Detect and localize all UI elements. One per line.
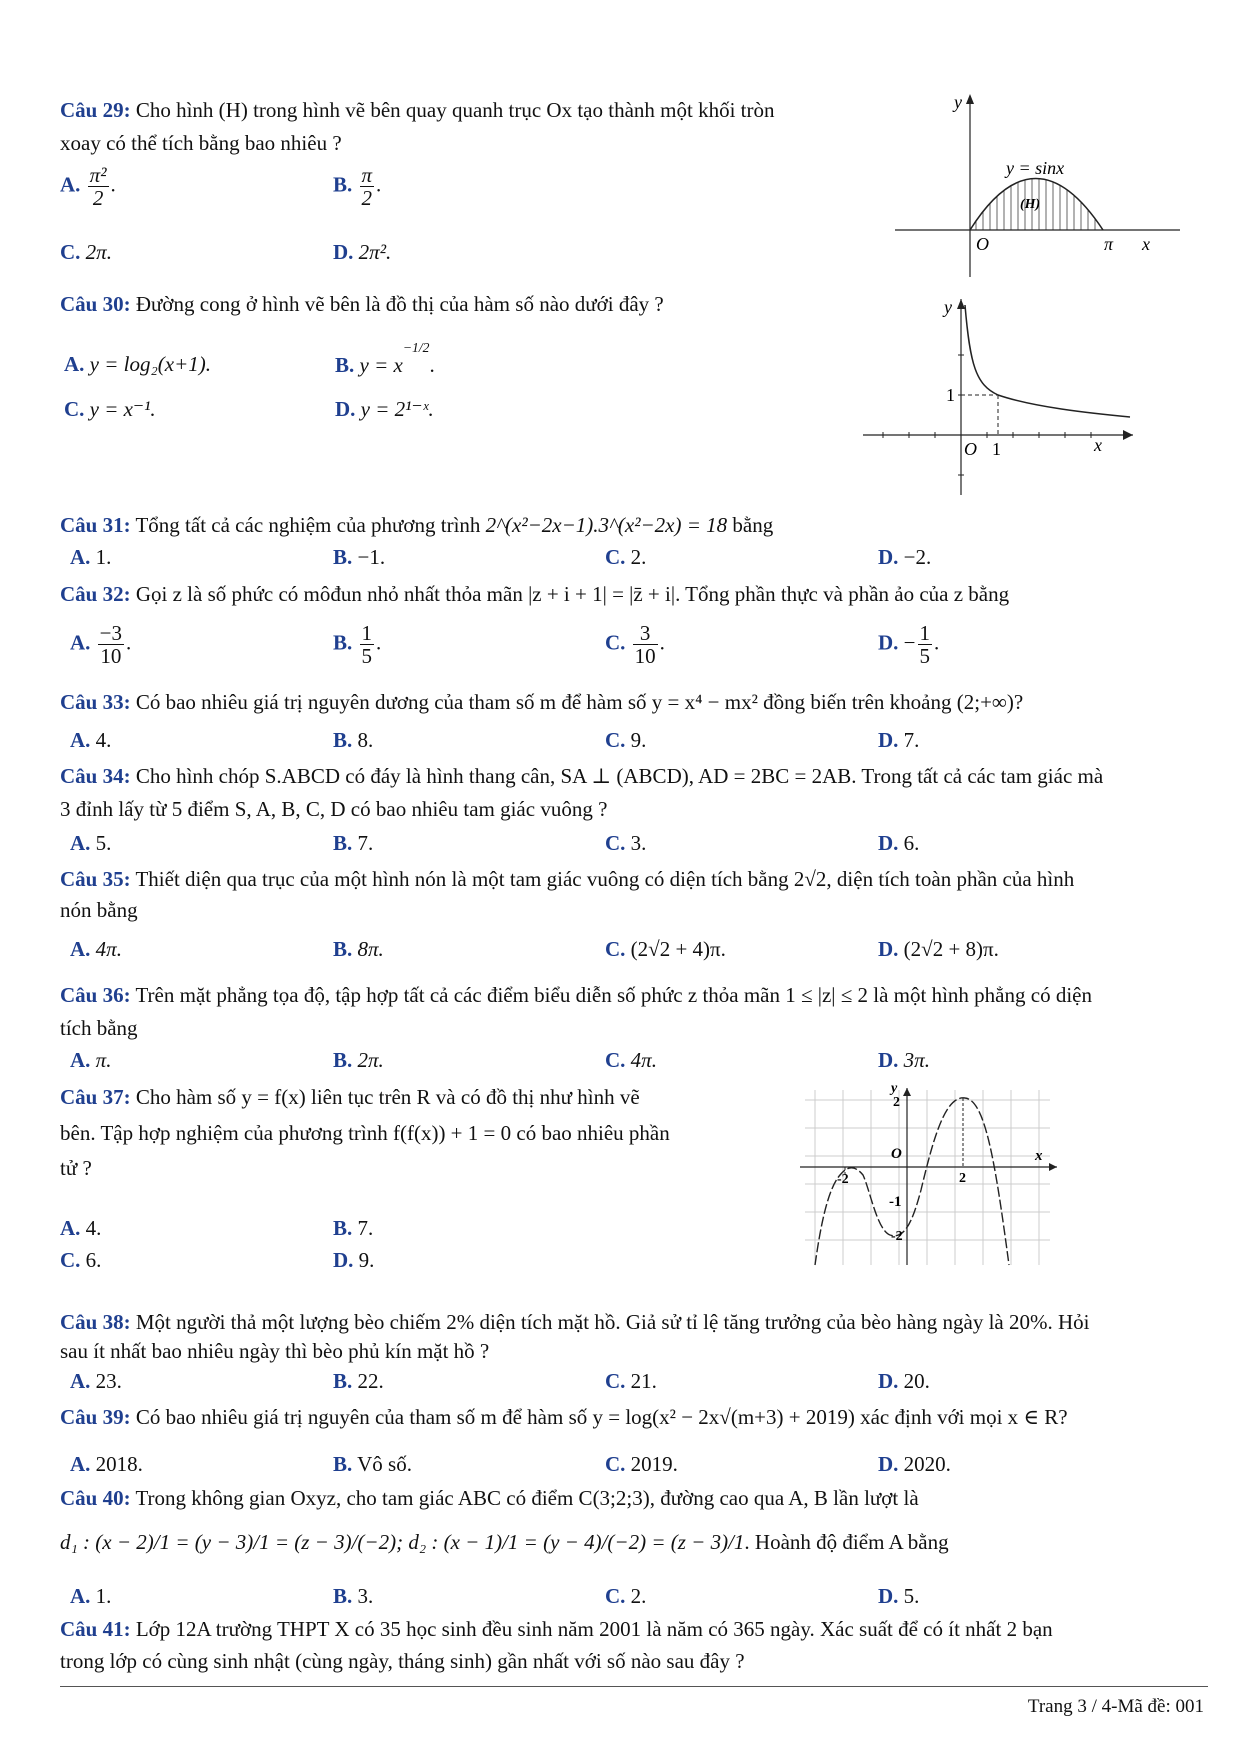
q29-label: Câu 29: bbox=[60, 98, 131, 122]
q37-stem-line2: bên. Tập hợp nghiệm của phương trình f(f(x)) + 1 = 0 có bao nhiêu phần bbox=[60, 1121, 670, 1145]
axis-label-x: x bbox=[1142, 234, 1150, 254]
q29-stem-line2: xoay có thể tích bằng bao nhiêu ? bbox=[60, 131, 342, 155]
pi-label: π bbox=[1104, 234, 1114, 254]
option-letter: D. bbox=[335, 397, 356, 421]
tick-label-neg2-y: -2 bbox=[891, 1229, 903, 1244]
q30-option-b[interactable]: B. $y = x^{-1/2}$. bbox=[335, 340, 435, 377]
q33-option-c[interactable]: C. 9. bbox=[605, 728, 647, 752]
page-footer: Trang 3 / 4-Mã đề: 001 bbox=[1027, 1696, 1204, 1717]
axis-label-y: y bbox=[891, 1081, 898, 1096]
q41-stem-line1: Câu 41: Lớp 12A trường THPT X có 35 học sinh đều sinh năm 2001 là năm có 365 ngày. Xác suất để có ít nhất 2 bạn bbox=[60, 1617, 1053, 1641]
q40-option-c[interactable]: C. 2. bbox=[605, 1584, 647, 1608]
q34-stem-line1: Câu 34: Cho hình chóp S.ABCD có đáy là hình thang cân, SA ⊥ (ABCD), AD = 2BC = 2AB. Trong tất cả các tam giác mà bbox=[60, 764, 1104, 788]
tick-label-1-x: 1 bbox=[992, 439, 1001, 459]
q38-stem-line2: sau ít nhất bao nhiêu ngày thì bèo phủ kín mặt hồ ? bbox=[60, 1339, 490, 1363]
option-letter: B. bbox=[335, 353, 355, 377]
q32-option-c[interactable]: C. $\frac{3}{10}$ . bbox=[605, 621, 665, 669]
q35-option-d[interactable]: D. (2√2 + 8)π. bbox=[878, 937, 999, 961]
q30-hyperbola-figure bbox=[858, 295, 1138, 500]
tick-label-2-x: 2 bbox=[959, 1171, 966, 1186]
q40-stem-line2: d₁ : (x − 2)/1 = (y − 3)/1 = (z − 3)/(−2); d₂ : (x − 1)/1 = (y − 4)/(−2) = (z − 3)/1. Hoành độ điểm A bằng bbox=[60, 1530, 949, 1554]
curve-label: y = sinx bbox=[1006, 158, 1065, 178]
fraction: $\frac{3}{10}$ bbox=[634, 621, 656, 669]
q32-label: Câu 32: bbox=[60, 582, 131, 606]
q39-option-a[interactable]: A. 2018. bbox=[70, 1452, 143, 1476]
option-letter: D. bbox=[333, 240, 354, 264]
fraction: $\frac{\text{π²}}{2}$ bbox=[89, 163, 107, 211]
q36-stem-line2: tích bằng bbox=[60, 1016, 138, 1040]
q31-option-d[interactable]: D. −2. bbox=[878, 545, 932, 569]
q35-stem-line1: Câu 35: Thiết diện qua trục của một hình nón là một tam giác vuông có diện tích bằng 2√2, diện tích toàn phần của hình bbox=[60, 867, 1075, 891]
q41-label: Câu 41: bbox=[60, 1617, 131, 1641]
origin-label: O bbox=[976, 234, 989, 254]
q37-option-b[interactable]: B. 7. bbox=[333, 1216, 374, 1240]
axis-label-y: y bbox=[954, 92, 962, 112]
tick-label-1-y: 1 bbox=[946, 385, 955, 405]
region-label: (H) bbox=[1020, 197, 1041, 212]
q38-label: Câu 38: bbox=[60, 1310, 131, 1334]
q39-option-b[interactable]: B. Vô số. bbox=[333, 1452, 412, 1476]
line-equations: d₁ : (x − 2)/1 = (y − 3)/1 = (z − 3)/(−2); d₂ : (x − 1)/1 = (y − 4)/(−2) = (z − 3)/1 bbox=[60, 1530, 745, 1554]
tick-label-2-y: 2 bbox=[893, 1095, 900, 1110]
q35-option-c[interactable]: C. (2√2 + 4)π. bbox=[605, 937, 726, 961]
q38-option-c[interactable]: C. 21. bbox=[605, 1369, 657, 1393]
q35-label: Câu 35: bbox=[60, 867, 131, 891]
q37-cubic-figure bbox=[795, 1080, 1065, 1268]
q36-label: Câu 36: bbox=[60, 983, 131, 1007]
q30-option-d[interactable]: D. y = 2¹⁻ˣ. bbox=[335, 397, 434, 421]
q29-option-a[interactable]: A. $\frac{\text{π²}}{2}$ . bbox=[60, 163, 116, 211]
q31-stem: Câu 31: Tổng tất cả các nghiệm của phương trình 2^(x²−2x−1).3^(x²−2x) = 18 bằng bbox=[60, 513, 774, 537]
q34-label: Câu 34: bbox=[60, 764, 131, 788]
q30-option-c[interactable]: C. y = x⁻¹. bbox=[64, 397, 156, 421]
q37-stem-line1: Câu 37: Cho hàm số y = f(x) liên tục trên R và có đồ thị như hình vẽ bbox=[60, 1085, 640, 1109]
q40-label: Câu 40: bbox=[60, 1486, 131, 1510]
curve bbox=[965, 305, 1130, 417]
q29-option-d[interactable]: D. 2π². bbox=[333, 240, 392, 264]
q31-option-a[interactable]: A. 1. bbox=[70, 545, 112, 569]
q32-stem: Câu 32: Gọi z là số phức có môđun nhỏ nhất thỏa mãn |z + i + 1| = |z̄ + i|. Tổng phần thực và phần ảo của z bằng bbox=[60, 582, 1010, 606]
q33-option-a[interactable]: A. 4. bbox=[70, 728, 112, 752]
option-letter: A. bbox=[60, 172, 81, 197]
q37-label: Câu 37: bbox=[60, 1085, 131, 1109]
option-letter: C. bbox=[60, 240, 81, 264]
q31-label: Câu 31: bbox=[60, 513, 131, 537]
q29-option-c[interactable]: C. 2π. bbox=[60, 240, 112, 264]
tick-label-neg2-x: -2 bbox=[837, 1172, 849, 1187]
axis-label-x: x bbox=[1094, 435, 1102, 455]
fraction: $\frac{1}{5}$ bbox=[919, 621, 931, 669]
q36-option-d[interactable]: D. 3π. bbox=[878, 1048, 930, 1072]
q39-label: Câu 39: bbox=[60, 1405, 131, 1429]
q35-stem-line2: nón bằng bbox=[60, 898, 138, 922]
q37-option-a[interactable]: A. 4. bbox=[60, 1216, 102, 1240]
fraction: $\frac{-3}{10}$ bbox=[99, 621, 123, 669]
q36-stem-line1: Câu 36: Trên mặt phẳng tọa độ, tập hợp tất cả các điểm biểu diễn số phức z thỏa mãn 1 ≤ |z| ≤ 2 là một hình phẳng có diện bbox=[60, 983, 1092, 1007]
q29-text: Cho hình (H) trong hình vẽ bên quay quanh trục Ox tạo thành một khối tròn bbox=[135, 98, 775, 122]
q32-option-a[interactable]: A. $\frac{-3}{10}$ . bbox=[70, 621, 132, 669]
q33-option-b[interactable]: B. 8. bbox=[333, 728, 374, 752]
q38-stem-line1: Câu 38: Một người thả một lượng bèo chiếm 2% diện tích mặt hồ. Giả sử tỉ lệ tăng trưởng của bèo hàng ngày là 20%. Hỏi bbox=[60, 1310, 1090, 1334]
fraction: $\frac{\pi}{2}$ bbox=[361, 163, 373, 211]
q38-option-b[interactable]: B. 22. bbox=[333, 1369, 384, 1393]
q40-option-b[interactable]: B. 3. bbox=[333, 1584, 374, 1608]
q38-option-a[interactable]: A. 23. bbox=[70, 1369, 122, 1393]
q31-option-c[interactable]: C. 2. bbox=[605, 545, 647, 569]
q30-stem: Câu 30: Đường cong ở hình vẽ bên là đồ thị của hàm số nào dưới đây ? bbox=[60, 292, 664, 316]
q29-option-b[interactable]: B. $\frac{\pi}{2}$ . bbox=[333, 163, 382, 211]
q29-sine-figure bbox=[890, 92, 1190, 282]
footer-divider bbox=[60, 1686, 1208, 1687]
origin-label: O bbox=[891, 1146, 902, 1162]
q37-option-d[interactable]: D. 9. bbox=[333, 1248, 375, 1272]
q34-option-b[interactable]: B. 7. bbox=[333, 831, 374, 855]
q37-stem-line3: tử ? bbox=[60, 1156, 92, 1180]
tick-label-neg1-y: -1 bbox=[889, 1194, 902, 1210]
q32-option-d[interactable]: D. − $\frac{1}{5}$ . bbox=[878, 621, 940, 669]
q40-option-a[interactable]: A. 1. bbox=[70, 1584, 112, 1608]
q39-option-d[interactable]: D. 2020. bbox=[878, 1452, 951, 1476]
q30-label: Câu 30: bbox=[60, 292, 131, 316]
q41-stem-line2: trong lớp có cùng sinh nhật (cùng ngày, tháng sinh) gần nhất với số nào sau đây ? bbox=[60, 1649, 745, 1673]
axis-label-y: y bbox=[944, 297, 952, 317]
q30-option-a[interactable]: A. y = log₂(x+1). bbox=[64, 352, 212, 376]
option-letter: B. bbox=[333, 172, 353, 197]
equation: 2^(x²−2x−1).3^(x²−2x) = 18 bbox=[485, 513, 728, 537]
q39-stem: Câu 39: Có bao nhiêu giá trị nguyên của tham số m để hàm số y = log(x² − 2x√(m+3) + 2019) xác định với mọi x ∈ R? bbox=[60, 1405, 1068, 1429]
q29-stem-line1 bbox=[60, 98, 775, 123]
q32-option-b[interactable]: B. $\frac{1}{5}$ . bbox=[333, 621, 382, 669]
axis-label-x: x bbox=[1035, 1148, 1043, 1164]
q33-stem: Câu 33: Có bao nhiêu giá trị nguyên dương của tham số m để hàm số y = x⁴ − mx² đồng biến trên khoảng (2;+∞)? bbox=[60, 690, 1024, 714]
fraction: $\frac{1}{5}$ bbox=[361, 621, 373, 669]
q33-option-d[interactable]: D. 7. bbox=[878, 728, 920, 752]
option-letter: C. bbox=[64, 397, 85, 421]
q38-option-d[interactable]: D. 20. bbox=[878, 1369, 930, 1393]
q34-option-a[interactable]: A. 5. bbox=[70, 831, 112, 855]
q39-option-c[interactable]: C. 2019. bbox=[605, 1452, 678, 1476]
q34-option-c[interactable]: C. 3. bbox=[605, 831, 647, 855]
q36-option-b[interactable]: B. 2π. bbox=[333, 1048, 384, 1072]
option-letter: A. bbox=[64, 352, 85, 376]
q35-option-a[interactable]: A. 4π. bbox=[70, 937, 122, 961]
q36-option-c[interactable]: C. 4π. bbox=[605, 1048, 657, 1072]
q33-label: Câu 33: bbox=[60, 690, 131, 714]
q40-stem-line1: Câu 40: Trong không gian Oxyz, cho tam giác ABC có điểm C(3;2;3), đường cao qua A, B lần lượt là bbox=[60, 1486, 919, 1510]
q40-option-d[interactable]: D. 5. bbox=[878, 1584, 920, 1608]
q36-option-a[interactable]: A. π. bbox=[70, 1048, 112, 1072]
q37-option-c[interactable]: C. 6. bbox=[60, 1248, 102, 1272]
q34-option-d[interactable]: D. 6. bbox=[878, 831, 920, 855]
q35-option-b[interactable]: B. 8π. bbox=[333, 937, 384, 961]
origin-label: O bbox=[964, 439, 977, 459]
q34-stem-line2: 3 đỉnh lấy từ 5 điểm S, A, B, C, D có bao nhiêu tam giác vuông ? bbox=[60, 797, 608, 821]
q31-option-b[interactable]: B. −1. bbox=[333, 545, 386, 569]
